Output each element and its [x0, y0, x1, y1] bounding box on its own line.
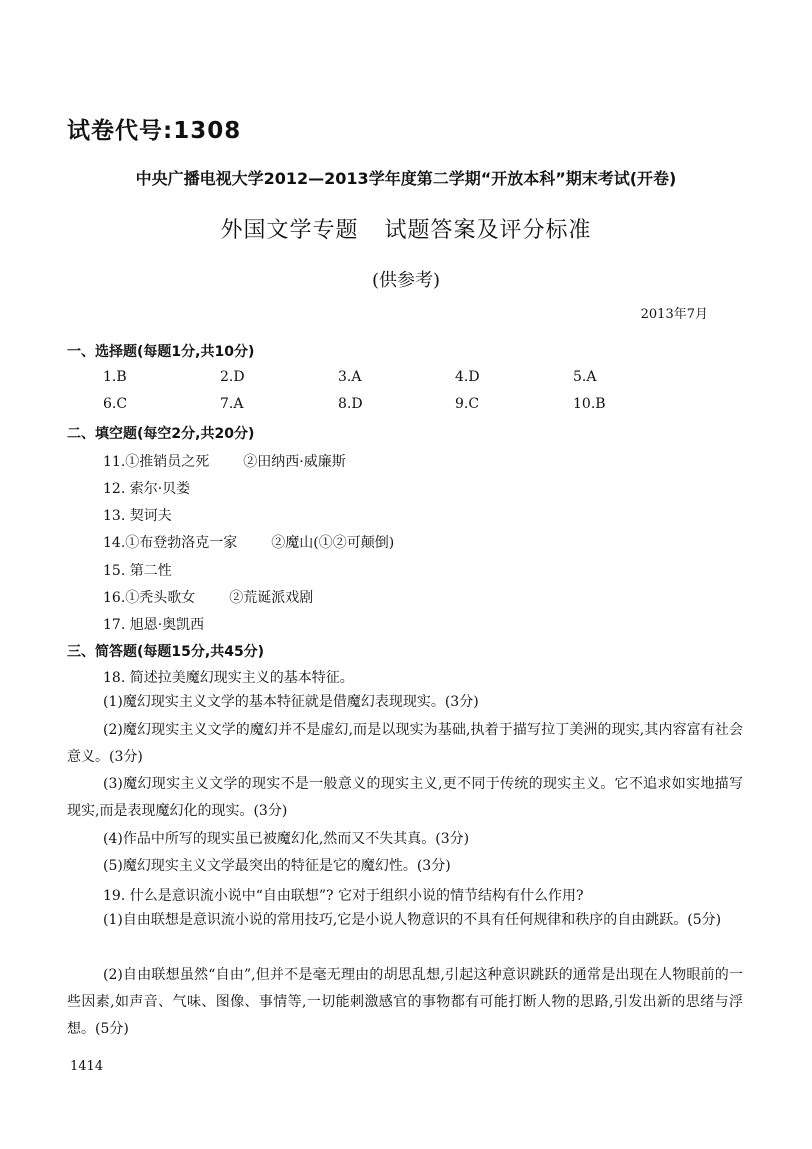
- section-2-heading: 二、填空题(每空2分,共20分): [67, 426, 255, 442]
- course-name: 外国文学专题: [220, 218, 359, 243]
- fill-blank-answer: [103, 532, 394, 552]
- blank-part-1: 11.①推销员之死: [103, 454, 210, 470]
- fill-blank-answer: [103, 478, 190, 498]
- blank-part-2: ②荒诞派戏剧: [229, 590, 314, 606]
- section-1-heading: 一、选择题(每题1分,共10分): [67, 344, 255, 360]
- mc-answer: 9.C: [455, 396, 480, 412]
- blank-part-1: 15. 第二性: [103, 563, 172, 579]
- answer-point: (1)魔幻现实主义文学的基本特征就是借魔幻表现现实。(3分): [103, 694, 479, 710]
- blank-part-1: 17. 旭恩·奥凯西: [103, 617, 205, 633]
- mc-answer: 5.A: [573, 369, 597, 385]
- mc-answer: 10.B: [573, 396, 606, 412]
- page-title: [0, 213, 812, 244]
- blank-part-2: ②田纳西·威廉斯: [243, 454, 346, 470]
- document-type: 试题答案及评分标准: [384, 218, 592, 243]
- fill-blank-answer: [103, 587, 313, 607]
- reference-note: (供参考): [371, 270, 441, 291]
- page-number: 1414: [70, 1059, 104, 1074]
- answer-point: (5)魔幻现实主义文学最突出的特征是它的魔幻性。(3分): [103, 858, 451, 874]
- answer-point: (2)魔幻现实主义文学的魔幻并不是虚幻,而是以现实为基础,执着于描写拉丁美洲的现实,其内容富有社会意义。(3分): [67, 722, 743, 765]
- mc-answer: 4.D: [455, 369, 480, 385]
- university-exam-line: 中央广播电视大学2012—2013学年度第二学期“开放本科”期末考试(开卷): [135, 169, 677, 188]
- blank-part-2: ②魔山(①②可颠倒): [271, 535, 395, 551]
- answer-point: (4)作品中所写的现实虽已被魔幻化,然而又不失其真。(3分): [103, 831, 470, 847]
- answer-point: (2)自由联想虽然“自由”,但并不是毫无理由的胡思乱想,引起这种意识跳跃的通常是出现在人物眼前的一些因素,如声音、气味、图像、事情等,一切能刺激感官的事物都有可能打断人物的思路,引发出新的思绪与浮想。(5分): [67, 967, 743, 1037]
- question-18: 18. 简述拉美魔幻现实主义的基本特征。: [103, 670, 354, 686]
- mc-answer: 8.D: [338, 396, 363, 412]
- mc-answer: 1.B: [103, 369, 127, 385]
- mc-answer: 7.A: [220, 396, 244, 412]
- fill-blank-answer: [103, 505, 172, 525]
- blank-part-1: 12. 索尔·贝娄: [103, 481, 191, 497]
- fill-blank-answer: [103, 560, 172, 580]
- mc-answer: 6.C: [103, 396, 128, 412]
- question-19: 19. 什么是意识流小说中“自由联想”? 它对于组织小说的情节结构有什么作用?: [103, 888, 584, 904]
- answer-point: (1)自由联想是意识流小说的常用技巧,它是小说人物意识的不具有任何规律和秩序的自由跳跃。(5分): [103, 912, 722, 928]
- blank-part-1: 16.①秃头歌女: [103, 590, 196, 606]
- answer-point: (3)魔幻现实主义文学的现实不是一般意义的现实主义,更不同于传统的现实主义。它不追求如实地描写现实,而是表现魔幻化的现实。(3分): [67, 776, 743, 819]
- mc-answer: 2.D: [220, 369, 245, 385]
- blank-part-1: 14.①布登勃洛克一家: [103, 535, 238, 551]
- mc-answer: 3.A: [338, 369, 362, 385]
- paper-code: 试卷代号:1308: [67, 118, 242, 144]
- fill-blank-answer: [103, 614, 204, 634]
- blank-part-1: 13. 契诃夫: [103, 508, 172, 524]
- fill-blank-answer: [103, 451, 346, 471]
- section-3-heading: 三、简答题(每题15分,共45分): [67, 644, 265, 660]
- exam-date: 2013年7月: [640, 307, 708, 322]
